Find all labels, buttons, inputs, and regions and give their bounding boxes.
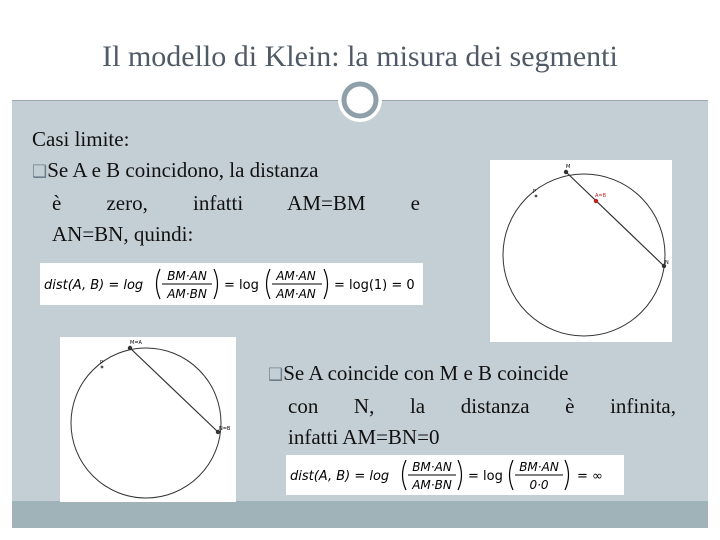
figure1-label-m: M	[566, 164, 571, 170]
figure-coincident-points	[490, 160, 672, 342]
formula1-rhs: = log(1) = 0	[334, 278, 415, 293]
formula2-mid: = log	[468, 469, 503, 484]
formula1-frac1-num: BM·AN	[167, 269, 207, 283]
formula2-frac1-num: BM·AN	[412, 460, 452, 474]
point-p	[535, 195, 538, 198]
bullet-item-2	[268, 358, 676, 391]
formula1-frac2-num: AM·AN	[276, 269, 316, 283]
formula2-frac2-num: BM·AN	[519, 460, 559, 474]
point-p2	[101, 366, 104, 369]
formula-zero-distance	[40, 263, 423, 305]
point-ab	[594, 199, 598, 203]
formula1-frac1-den: AM·BN	[167, 287, 207, 301]
intro-heading: Casi limite:	[32, 127, 130, 151]
bullet-2-line-3: infatti AM=BN=0	[288, 425, 440, 449]
bullet-1-line-1: Se A e B coincidono, la distanza	[47, 158, 319, 182]
bullet-icon: ❑	[268, 365, 284, 385]
footer-bar	[12, 501, 708, 528]
bullet-item-1	[32, 155, 420, 188]
slide-title: Il modello di Klein: la misura dei segmenti	[102, 40, 618, 73]
bullet-2-line-1: Se A coincide con M e B coincide	[283, 361, 569, 385]
bullet-1-line-3: AN=BN, quindi:	[52, 222, 194, 246]
figure2-label-p: P	[100, 360, 104, 366]
formula1-lhs: dist(A, B) = log	[44, 278, 144, 293]
formula1-mid: = log	[224, 278, 259, 293]
formula2-lhs: dist(A, B) = log	[290, 469, 390, 484]
text-block-1	[32, 124, 420, 250]
point-ma	[128, 346, 132, 350]
figure2-label-am: M=A	[130, 340, 142, 346]
figure1-label-ab: A=B	[595, 193, 607, 199]
text-block-2	[268, 358, 676, 453]
formula2-frac2-den: 0·0	[529, 478, 549, 492]
figure1-label-n: N	[665, 260, 669, 266]
bullet-icon: ❑	[32, 162, 48, 182]
figure1-label-p: P	[533, 189, 537, 195]
formula2-frac1-den: AM·BN	[412, 478, 452, 492]
bullet-1-line-2: è zero, infatti AM=BM e	[52, 191, 420, 215]
bullet-2-line-2: con N, la distanza è infinita,	[288, 394, 676, 418]
point-m	[564, 170, 568, 174]
formula2-rhs: = ∞	[577, 469, 603, 484]
formula-infinite-distance	[286, 455, 624, 495]
figure-infinite-distance	[60, 337, 236, 502]
figure2-label-bn: N=B	[219, 426, 231, 432]
formula1-frac2-den: AM·AN	[276, 287, 316, 301]
circle-badge-icon	[336, 76, 384, 124]
